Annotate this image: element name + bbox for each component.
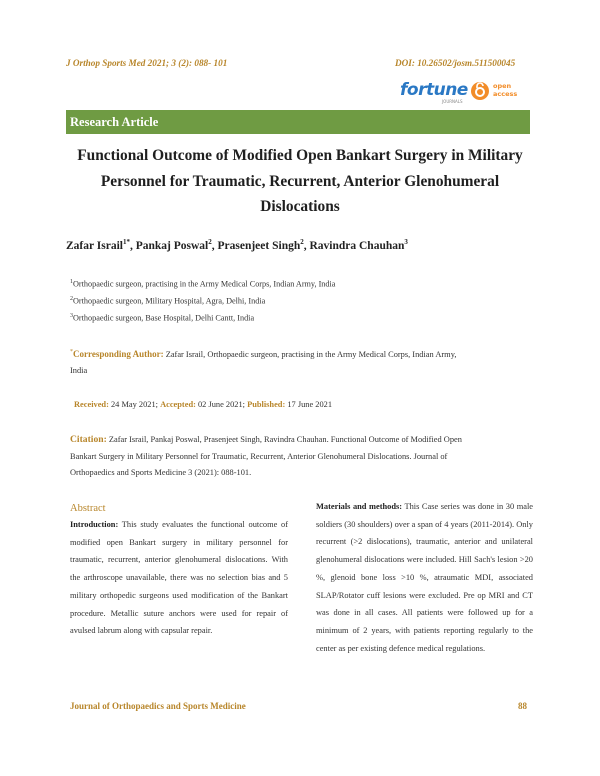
corresponding-author [70,344,540,380]
logo-brand-sub: JOURNALS [442,99,463,104]
open-access-icon [470,81,490,101]
accepted-date: 02 June 2021; [197,400,245,409]
abstract-methods [316,498,533,657]
title-line-3: Dislocations [260,198,340,215]
logo-badge-top: open [493,82,512,90]
corresponding-sup: * [70,349,73,355]
title-line-2: Personnel for Traumatic, Recurrent, Anterior Glenohumeral [100,173,500,190]
author-name: Ravindra Chauhan [309,239,405,252]
affiliation [70,296,265,306]
affiliation [70,279,335,289]
methods-label: Materials and methods: [316,502,403,511]
article-type-banner: Research Article [66,110,530,134]
affiliation-text: Orthopaedic surgeon, Military Hospital, Agra, Delhi, India [73,296,266,306]
citation-block [70,432,540,482]
affiliation-sup: 1 [70,279,73,285]
title-line-1: Functional Outcome of Modified Open Bankart Surgery in Military [77,147,523,164]
corresponding-text: Zafar Israil, Orthopaedic surgeon, practising in the Army Medical Corps, Indian Army, [165,349,457,359]
logo-brand: fortune [400,80,468,100]
journal-citation: J Orthop Sports Med 2021; 3 (2): 088- 101 [66,58,228,68]
author-list: Zafar Israil$^{1*}$, Pankaj Poswal$^2$, Prasenjeet Singh$^2$, Ravindra Chauhan$^3$ [66,238,408,252]
corresponding-label: Corresponding Author: [73,348,164,359]
abstract-heading: Abstract [70,503,106,514]
author-sup: 2 [208,238,212,246]
affiliation-text: Orthopaedic surgeon, Base Hospital, Delhi Cantt, India [73,313,255,323]
affiliation-sup: 2 [70,296,73,302]
citation-label: Citation: [70,434,107,445]
citation-text: Orthopaedics and Sports Medicine 3 (2021): 088-101. [70,468,252,477]
article-dates [74,397,332,414]
author-name: Zafar Israil [66,239,123,252]
abstract-introduction [70,516,288,640]
introduction-text: This study evaluates the functional outcome of modified open Bankart surgery in military personnel for traumatic, recurrent, anterior glenohumeral dislocations. With the arthroscope unavailable, there was no selection bias and 5 military orthopedic surgeons used modification of the Bankart procedure. Metallic suture anchors were used for repair of avulsed labrum along with capsular repair. [70,520,288,636]
logo-badge-bottom: access [493,90,518,98]
accepted-label: Accepted: [160,400,196,409]
author-sup: 2 [300,238,304,246]
introduction-label: Introduction: [70,520,119,529]
citation-text: Bankart Surgery in Military Personnel for Traumatic, Recurrent, Anterior Glenohumeral Dislocations. Journal of [70,451,448,461]
affiliation-text: Orthopaedic surgeon, practising in the Army Medical Corps, Indian Army, India [73,279,336,289]
publisher-logo[interactable] [398,80,532,102]
author-sup: 3 [404,238,408,246]
methods-text: This Case series was done in 30 male soldiers (30 shoulders) over a span of 4 years (2011-2014). Only recurrent (>2 dislocations), traumatic, anterior and unilateral glenohumeral dislocations were included. Hill Sach's lesion >20 %, glenoid bone loss >10 %, atraumatic MDI, associated SLAP/Rotator cuff lesions were excluded. Pre op MRI and CT was done in all cases. All patients were followed up for a minimum of 2 years, with patients reporting regularly to the center as per existing defence medical regulations. [316,502,533,653]
received-date: 24 May 2021; [110,400,158,409]
doi-link[interactable]: DOI: 10.26502/josm.511500045 [395,58,516,68]
citation-text: Zafar Israil, Pankaj Poswal, Prasenjeet Singh, Ravindra Chauhan. Functional Outcome of Modified Open [108,435,462,444]
author-name: Prasenjeet Singh [217,239,301,252]
corresponding-text: India [70,366,88,376]
received-label: Received: [74,400,109,409]
footer-journal: Journal of Orthopaedics and Sports Medicine [70,701,246,711]
published-date: 17 June 2021 [287,400,333,409]
author-sup: 1* [122,238,130,246]
author-name: Pankaj Poswal [135,239,209,252]
affiliation [70,313,254,323]
page-number: 88 [518,701,527,711]
affiliation-sup: 3 [70,313,73,319]
published-label: Published: [247,400,286,409]
